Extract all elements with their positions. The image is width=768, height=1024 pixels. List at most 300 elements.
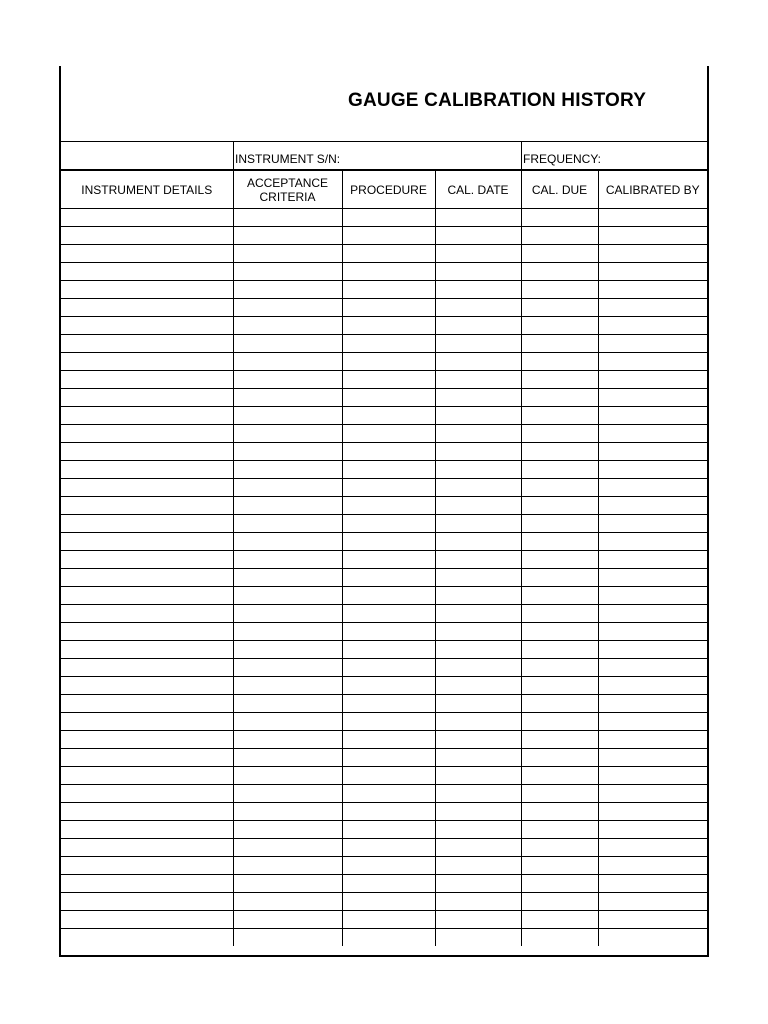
cell-cal-due[interactable] xyxy=(521,713,598,731)
table-row xyxy=(61,623,707,641)
cell-cal-due[interactable] xyxy=(521,641,598,659)
cell-cal-due[interactable] xyxy=(521,299,598,317)
table-row xyxy=(61,551,707,569)
cell-procedure[interactable] xyxy=(342,569,435,587)
cell-cal-date[interactable] xyxy=(435,407,521,425)
cell-instrument-details[interactable] xyxy=(61,479,233,497)
column-header-instrument-details: INSTRUMENT DETAILS xyxy=(61,171,233,209)
cell-instrument-details[interactable] xyxy=(61,569,233,587)
cell-procedure[interactable] xyxy=(342,641,435,659)
cell-cal-date[interactable] xyxy=(435,515,521,533)
info-divider xyxy=(233,142,234,169)
cell-instrument-details[interactable] xyxy=(61,497,233,515)
cell-calibrated-by[interactable] xyxy=(598,227,707,245)
cell-cal-due[interactable] xyxy=(521,623,598,641)
table-row xyxy=(61,677,707,695)
cell-calibrated-by[interactable] xyxy=(598,695,707,713)
cell-calibrated-by[interactable] xyxy=(598,299,707,317)
cell-instrument-details[interactable] xyxy=(61,695,233,713)
cell-procedure[interactable] xyxy=(342,785,435,803)
cell-instrument-details[interactable] xyxy=(61,209,233,227)
cell-procedure[interactable] xyxy=(342,245,435,263)
table-row xyxy=(61,281,707,299)
cell-cal-due[interactable] xyxy=(521,551,598,569)
cell-cal-date[interactable] xyxy=(435,551,521,569)
cell-instrument-details[interactable] xyxy=(61,335,233,353)
cell-cal-due[interactable] xyxy=(521,263,598,281)
cell-cal-date[interactable] xyxy=(435,245,521,263)
cell-acceptance-criteria[interactable] xyxy=(233,515,342,533)
cell-acceptance-criteria[interactable] xyxy=(233,587,342,605)
info-divider xyxy=(521,142,522,169)
cell-procedure[interactable] xyxy=(342,425,435,443)
table-row xyxy=(61,749,707,767)
cell-instrument-details[interactable] xyxy=(61,605,233,623)
cell-calibrated-by[interactable] xyxy=(598,515,707,533)
column-header-calibrated-by: CALIBRATED BY xyxy=(598,171,707,209)
cell-cal-date[interactable] xyxy=(435,623,521,641)
cell-calibrated-by[interactable] xyxy=(598,245,707,263)
cell-instrument-details[interactable] xyxy=(61,893,233,911)
cell-procedure[interactable] xyxy=(342,407,435,425)
table-row xyxy=(61,857,707,875)
cell-cal-date[interactable] xyxy=(435,569,521,587)
cell-acceptance-criteria[interactable] xyxy=(233,605,342,623)
table-row xyxy=(61,299,707,317)
cell-cal-date[interactable] xyxy=(435,875,521,893)
table-row xyxy=(61,731,707,749)
cell-calibrated-by[interactable] xyxy=(598,317,707,335)
cell-calibrated-by[interactable] xyxy=(598,731,707,749)
cell-cal-due[interactable] xyxy=(521,317,598,335)
cell-cal-due[interactable] xyxy=(521,443,598,461)
cell-calibrated-by[interactable] xyxy=(598,749,707,767)
table-row xyxy=(61,479,707,497)
table-row xyxy=(61,389,707,407)
table-row xyxy=(61,371,707,389)
table-row xyxy=(61,713,707,731)
cell-instrument-details[interactable] xyxy=(61,245,233,263)
cell-instrument-details[interactable] xyxy=(61,425,233,443)
cell-acceptance-criteria[interactable] xyxy=(233,317,342,335)
cell-cal-due[interactable] xyxy=(521,227,598,245)
table-row xyxy=(61,443,707,461)
cell-instrument-details[interactable] xyxy=(61,713,233,731)
cell-cal-date[interactable] xyxy=(435,587,521,605)
table-body xyxy=(61,209,707,947)
cell-acceptance-criteria[interactable] xyxy=(233,533,342,551)
cell-cal-date[interactable] xyxy=(435,911,521,929)
cell-calibrated-by[interactable] xyxy=(598,281,707,299)
cell-acceptance-criteria[interactable] xyxy=(233,875,342,893)
cell-procedure[interactable] xyxy=(342,839,435,857)
cell-cal-date[interactable] xyxy=(435,353,521,371)
cell-cal-date[interactable] xyxy=(435,389,521,407)
table-row xyxy=(61,821,707,839)
cell-instrument-details[interactable] xyxy=(61,641,233,659)
cell-cal-date[interactable] xyxy=(435,605,521,623)
table-row xyxy=(61,461,707,479)
table-row xyxy=(61,335,707,353)
cell-cal-date[interactable] xyxy=(435,461,521,479)
cell-cal-due[interactable] xyxy=(521,659,598,677)
cell-cal-date[interactable] xyxy=(435,695,521,713)
cell-instrument-details[interactable] xyxy=(61,371,233,389)
cell-acceptance-criteria[interactable] xyxy=(233,479,342,497)
cell-procedure[interactable] xyxy=(342,623,435,641)
header-row xyxy=(61,171,707,209)
table-row xyxy=(61,317,707,335)
cell-cal-date[interactable] xyxy=(435,767,521,785)
cell-cal-due[interactable] xyxy=(521,497,598,515)
cell-calibrated-by[interactable] xyxy=(598,335,707,353)
column-header-acceptance-criteria xyxy=(233,171,342,209)
column-header-cal-date: CAL. DATE xyxy=(435,171,521,209)
cell-instrument-details[interactable] xyxy=(61,551,233,569)
cell-procedure[interactable] xyxy=(342,479,435,497)
cell-calibrated-by[interactable] xyxy=(598,911,707,929)
cell-calibrated-by[interactable] xyxy=(598,623,707,641)
table-row xyxy=(61,569,707,587)
cell-calibrated-by[interactable] xyxy=(598,551,707,569)
cell-calibrated-by[interactable] xyxy=(598,821,707,839)
table-row xyxy=(61,407,707,425)
cell-cal-date[interactable] xyxy=(435,677,521,695)
cell-cal-date[interactable] xyxy=(435,443,521,461)
cell-cal-date[interactable] xyxy=(435,263,521,281)
table-row xyxy=(61,911,707,929)
cell-instrument-details[interactable] xyxy=(61,317,233,335)
cell-procedure[interactable] xyxy=(342,533,435,551)
cell-instrument-details[interactable] xyxy=(61,857,233,875)
cell-cal-due[interactable] xyxy=(521,371,598,389)
cell-cal-due[interactable] xyxy=(521,569,598,587)
cell-cal-date[interactable] xyxy=(435,857,521,875)
cell-cal-date[interactable] xyxy=(435,281,521,299)
cell-calibrated-by[interactable] xyxy=(598,605,707,623)
table-row xyxy=(61,839,707,857)
cell-instrument-details[interactable] xyxy=(61,263,233,281)
table-row xyxy=(61,767,707,785)
cell-calibrated-by[interactable] xyxy=(598,713,707,731)
cell-acceptance-criteria[interactable] xyxy=(233,497,342,515)
cell-instrument-details[interactable] xyxy=(61,677,233,695)
cell-cal-date[interactable] xyxy=(435,227,521,245)
cell-instrument-details[interactable] xyxy=(61,227,233,245)
cell-acceptance-criteria[interactable] xyxy=(233,389,342,407)
cell-instrument-details[interactable] xyxy=(61,353,233,371)
cell-calibrated-by[interactable] xyxy=(598,461,707,479)
cell-cal-date[interactable] xyxy=(435,731,521,749)
cell-procedure[interactable] xyxy=(342,461,435,479)
cell-calibrated-by[interactable] xyxy=(598,659,707,677)
cell-calibrated-by[interactable] xyxy=(598,875,707,893)
cell-cal-due[interactable] xyxy=(521,425,598,443)
cell-procedure[interactable] xyxy=(342,911,435,929)
cell-acceptance-criteria[interactable] xyxy=(233,209,342,227)
cell-acceptance-criteria[interactable] xyxy=(233,281,342,299)
cell-acceptance-criteria[interactable] xyxy=(233,425,342,443)
cell-acceptance-criteria[interactable] xyxy=(233,641,342,659)
cell-calibrated-by[interactable] xyxy=(598,497,707,515)
cell-procedure[interactable] xyxy=(342,821,435,839)
cell-cal-due[interactable] xyxy=(521,407,598,425)
cell-cal-date[interactable] xyxy=(435,713,521,731)
cell-procedure[interactable] xyxy=(342,317,435,335)
cell-acceptance-criteria[interactable] xyxy=(233,929,342,947)
cell-calibrated-by[interactable] xyxy=(598,209,707,227)
cell-calibrated-by[interactable] xyxy=(598,425,707,443)
table-row xyxy=(61,893,707,911)
cell-procedure[interactable] xyxy=(342,335,435,353)
cell-procedure[interactable] xyxy=(342,263,435,281)
cell-calibrated-by[interactable] xyxy=(598,569,707,587)
cell-calibrated-by[interactable] xyxy=(598,677,707,695)
cell-cal-date[interactable] xyxy=(435,317,521,335)
cell-instrument-details[interactable] xyxy=(61,461,233,479)
cell-procedure[interactable] xyxy=(342,803,435,821)
cell-calibrated-by[interactable] xyxy=(598,263,707,281)
cell-cal-due[interactable] xyxy=(521,875,598,893)
cell-cal-date[interactable] xyxy=(435,641,521,659)
calibration-table xyxy=(61,170,707,946)
cell-cal-date[interactable] xyxy=(435,335,521,353)
cell-procedure[interactable] xyxy=(342,857,435,875)
cell-instrument-details[interactable] xyxy=(61,731,233,749)
cell-cal-due[interactable] xyxy=(521,587,598,605)
cell-procedure[interactable] xyxy=(342,497,435,515)
table-row xyxy=(61,425,707,443)
cell-instrument-details[interactable] xyxy=(61,803,233,821)
table-row xyxy=(61,605,707,623)
table-row xyxy=(61,245,707,263)
cell-acceptance-criteria[interactable] xyxy=(233,785,342,803)
cell-cal-date[interactable] xyxy=(435,929,521,947)
cell-calibrated-by[interactable] xyxy=(598,803,707,821)
cell-instrument-details[interactable] xyxy=(61,821,233,839)
cell-instrument-details[interactable] xyxy=(61,785,233,803)
frequency-label: FREQUENCY: xyxy=(523,152,602,166)
cell-instrument-details[interactable] xyxy=(61,443,233,461)
cell-acceptance-criteria[interactable] xyxy=(233,371,342,389)
cell-cal-date[interactable] xyxy=(435,893,521,911)
cell-acceptance-criteria[interactable] xyxy=(233,731,342,749)
cell-acceptance-criteria[interactable] xyxy=(233,569,342,587)
cell-acceptance-criteria[interactable] xyxy=(233,335,342,353)
cell-cal-due[interactable] xyxy=(521,695,598,713)
cell-calibrated-by[interactable] xyxy=(598,353,707,371)
cell-instrument-details[interactable] xyxy=(61,623,233,641)
cell-calibrated-by[interactable] xyxy=(598,407,707,425)
cell-instrument-details[interactable] xyxy=(61,407,233,425)
cell-acceptance-criteria[interactable] xyxy=(233,659,342,677)
cell-acceptance-criteria[interactable] xyxy=(233,227,342,245)
cell-procedure[interactable] xyxy=(342,749,435,767)
cell-calibrated-by[interactable] xyxy=(598,587,707,605)
cell-acceptance-criteria[interactable] xyxy=(233,299,342,317)
cell-acceptance-criteria[interactable] xyxy=(233,461,342,479)
cell-instrument-details[interactable] xyxy=(61,875,233,893)
cell-cal-due[interactable] xyxy=(521,389,598,407)
cell-acceptance-criteria[interactable] xyxy=(233,695,342,713)
cell-cal-due[interactable] xyxy=(521,353,598,371)
cell-instrument-details[interactable] xyxy=(61,659,233,677)
cell-acceptance-criteria[interactable] xyxy=(233,911,342,929)
cell-cal-due[interactable] xyxy=(521,803,598,821)
cell-instrument-details[interactable] xyxy=(61,281,233,299)
cell-cal-date[interactable] xyxy=(435,497,521,515)
cell-procedure[interactable] xyxy=(342,713,435,731)
instrument-info-row xyxy=(61,142,707,170)
cell-procedure[interactable] xyxy=(342,677,435,695)
cell-calibrated-by[interactable] xyxy=(598,479,707,497)
column-header-cal-due: CAL. DUE xyxy=(521,171,598,209)
cell-cal-date[interactable] xyxy=(435,209,521,227)
cell-calibrated-by[interactable] xyxy=(598,389,707,407)
table-row xyxy=(61,587,707,605)
cell-calibrated-by[interactable] xyxy=(598,533,707,551)
cell-cal-due[interactable] xyxy=(521,857,598,875)
cell-cal-date[interactable] xyxy=(435,425,521,443)
cell-procedure[interactable] xyxy=(342,767,435,785)
cell-acceptance-criteria[interactable] xyxy=(233,713,342,731)
cell-instrument-details[interactable] xyxy=(61,749,233,767)
cell-calibrated-by[interactable] xyxy=(598,641,707,659)
cell-cal-due[interactable] xyxy=(521,893,598,911)
cell-acceptance-criteria[interactable] xyxy=(233,767,342,785)
cell-cal-date[interactable] xyxy=(435,659,521,677)
cell-acceptance-criteria[interactable] xyxy=(233,353,342,371)
cell-instrument-details[interactable] xyxy=(61,299,233,317)
cell-cal-due[interactable] xyxy=(521,767,598,785)
cell-instrument-details[interactable] xyxy=(61,533,233,551)
cell-acceptance-criteria[interactable] xyxy=(233,839,342,857)
cell-acceptance-criteria[interactable] xyxy=(233,623,342,641)
cell-cal-date[interactable] xyxy=(435,839,521,857)
cell-cal-due[interactable] xyxy=(521,731,598,749)
table-row xyxy=(61,803,707,821)
table-row xyxy=(61,209,707,227)
cell-cal-due[interactable] xyxy=(521,281,598,299)
cell-instrument-details[interactable] xyxy=(61,839,233,857)
table-row xyxy=(61,353,707,371)
cell-instrument-details[interactable] xyxy=(61,389,233,407)
cell-instrument-details[interactable] xyxy=(61,911,233,929)
cell-acceptance-criteria[interactable] xyxy=(233,803,342,821)
cell-instrument-details[interactable] xyxy=(61,767,233,785)
cell-acceptance-criteria[interactable] xyxy=(233,857,342,875)
cell-procedure[interactable] xyxy=(342,515,435,533)
cell-cal-date[interactable] xyxy=(435,785,521,803)
cell-cal-date[interactable] xyxy=(435,479,521,497)
cell-procedure[interactable] xyxy=(342,875,435,893)
cell-acceptance-criteria[interactable] xyxy=(233,443,342,461)
cell-procedure[interactable] xyxy=(342,227,435,245)
cell-cal-due[interactable] xyxy=(521,911,598,929)
cell-calibrated-by[interactable] xyxy=(598,443,707,461)
table-row xyxy=(61,515,707,533)
cell-acceptance-criteria[interactable] xyxy=(233,263,342,281)
cell-cal-date[interactable] xyxy=(435,803,521,821)
cell-cal-date[interactable] xyxy=(435,533,521,551)
cell-procedure[interactable] xyxy=(342,551,435,569)
instrument-serial-label: INSTRUMENT S/N: xyxy=(235,152,341,166)
cell-cal-due[interactable] xyxy=(521,605,598,623)
cell-procedure[interactable] xyxy=(342,893,435,911)
cell-cal-due[interactable] xyxy=(521,461,598,479)
cell-acceptance-criteria[interactable] xyxy=(233,893,342,911)
cell-procedure[interactable] xyxy=(342,299,435,317)
cell-calibrated-by[interactable] xyxy=(598,839,707,857)
cell-calibrated-by[interactable] xyxy=(598,767,707,785)
cell-cal-due[interactable] xyxy=(521,929,598,947)
cell-instrument-details[interactable] xyxy=(61,929,233,947)
cell-procedure[interactable] xyxy=(342,281,435,299)
table-row xyxy=(61,533,707,551)
cell-procedure[interactable] xyxy=(342,353,435,371)
cell-calibrated-by[interactable] xyxy=(598,929,707,947)
cell-calibrated-by[interactable] xyxy=(598,893,707,911)
cell-cal-due[interactable] xyxy=(521,479,598,497)
cell-cal-date[interactable] xyxy=(435,749,521,767)
cell-procedure[interactable] xyxy=(342,659,435,677)
cell-calibrated-by[interactable] xyxy=(598,371,707,389)
cell-procedure[interactable] xyxy=(342,209,435,227)
cell-cal-due[interactable] xyxy=(521,245,598,263)
cell-cal-due[interactable] xyxy=(521,533,598,551)
cell-calibrated-by[interactable] xyxy=(598,857,707,875)
cell-acceptance-criteria[interactable] xyxy=(233,551,342,569)
cell-cal-due[interactable] xyxy=(521,335,598,353)
cell-instrument-details[interactable] xyxy=(61,515,233,533)
cell-cal-due[interactable] xyxy=(521,515,598,533)
cell-cal-date[interactable] xyxy=(435,299,521,317)
cell-cal-due[interactable] xyxy=(521,209,598,227)
cell-procedure[interactable] xyxy=(342,587,435,605)
cell-procedure[interactable] xyxy=(342,371,435,389)
cell-cal-date[interactable] xyxy=(435,371,521,389)
cell-procedure[interactable] xyxy=(342,929,435,947)
calibration-sheet xyxy=(59,66,709,957)
cell-procedure[interactable] xyxy=(342,695,435,713)
cell-procedure[interactable] xyxy=(342,605,435,623)
cell-acceptance-criteria[interactable] xyxy=(233,245,342,263)
cell-calibrated-by[interactable] xyxy=(598,785,707,803)
table-row xyxy=(61,641,707,659)
table-row xyxy=(61,659,707,677)
column-header-procedure: PROCEDURE xyxy=(342,171,435,209)
cell-cal-due[interactable] xyxy=(521,785,598,803)
cell-cal-due[interactable] xyxy=(521,839,598,857)
cell-cal-due[interactable] xyxy=(521,749,598,767)
cell-procedure[interactable] xyxy=(342,731,435,749)
cell-acceptance-criteria[interactable] xyxy=(233,407,342,425)
cell-cal-due[interactable] xyxy=(521,677,598,695)
cell-acceptance-criteria[interactable] xyxy=(233,677,342,695)
table-row xyxy=(61,785,707,803)
acceptance-criteria-text: ACCEPTANCE CRITERIA xyxy=(246,175,329,204)
table-row xyxy=(61,695,707,713)
cell-cal-date[interactable] xyxy=(435,821,521,839)
cell-acceptance-criteria[interactable] xyxy=(233,749,342,767)
title-block xyxy=(61,66,707,142)
table-row xyxy=(61,263,707,281)
cell-procedure[interactable] xyxy=(342,443,435,461)
cell-instrument-details[interactable] xyxy=(61,587,233,605)
cell-cal-due[interactable] xyxy=(521,821,598,839)
cell-procedure[interactable] xyxy=(342,389,435,407)
cell-acceptance-criteria[interactable] xyxy=(233,821,342,839)
